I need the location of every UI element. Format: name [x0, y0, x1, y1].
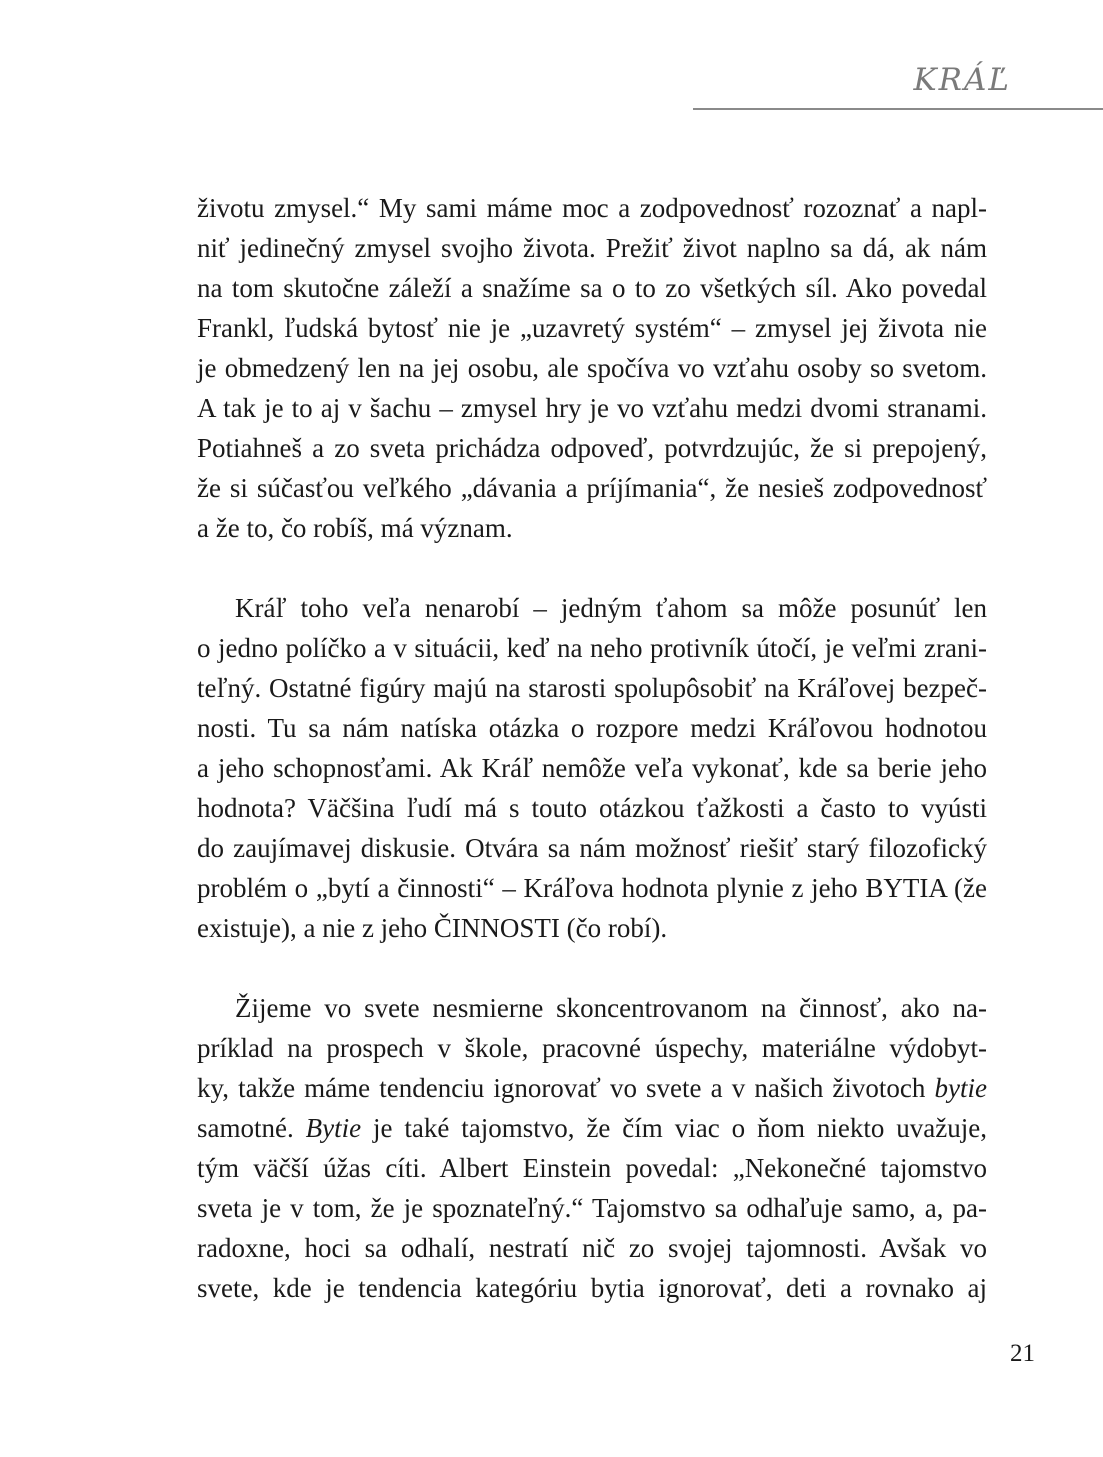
text-line: na tom skutočne záleží a snažíme sa o to zo všetkých síl. Ako povedal: [197, 273, 987, 303]
text-line: Potiahneš a zo sveta prichádza odpoveď, potvrdzujúc, že si prepojený,: [197, 433, 987, 463]
text-line: teľný. Ostatné figúry majú na starosti spolupôsobiť na Kráľovej bezpeč-: [197, 673, 987, 703]
text-line: A tak je to aj v šachu – zmysel hry je vo vzťahu medzi dvomi stranami.: [197, 393, 987, 423]
text-line: je obmedzený len na jej osobu, ale spočíva vo vzťahu osoby so svetom.: [197, 353, 987, 383]
text-line: a jeho schopnosťami. Ak Kráľ nemôže veľa vykonať, kde sa berie jeho: [197, 753, 987, 783]
text-line: Frankl, ľudská bytosť nie je „uzavretý systém“ – zmysel jej života nie: [197, 313, 987, 343]
text-segment: samotné.: [197, 1113, 294, 1143]
text-line: do zaujímavej diskusie. Otvára sa nám možnosť riešiť starý filozofický: [197, 833, 987, 863]
text-line: problém o „bytí a činnosti“ – Kráľova hodnota plynie z jeho BYTIA (že: [197, 873, 987, 903]
text-line: svete, kde je tendencia kategóriu bytia ignorovať, deti a rovnako aj: [197, 1273, 987, 1303]
text-line: príklad na prospech v škole, pracovné úspechy, materiálne výdobyt-: [197, 1033, 987, 1063]
page-number: 21: [1010, 1340, 1035, 1367]
text-line: Žijeme vo svete nesmierne skoncentrovanom na činnosť, ako na-: [235, 993, 987, 1023]
text-line: sveta je v tom, že je spoznateľný.“ Tajomstvo sa odhaľuje samo, a, pa-: [197, 1193, 987, 1223]
paragraph-gap: [197, 948, 987, 988]
text-line: a že to, čo robíš, má význam.: [197, 513, 513, 543]
text-line: existuje), a nie z jeho ČINNOSTI (čo robí).: [197, 913, 668, 943]
text-line: niť jedinečný zmysel svojho života. Prežiť život naplno sa dá, ak nám: [197, 233, 987, 263]
paragraph-2: [197, 588, 987, 948]
paragraph-1: [197, 188, 987, 548]
text-line: tým väčší úžas cíti. Albert Einstein povedal: „Nekonečné tajomstvo: [197, 1153, 987, 1183]
text-line: že si súčasťou veľkého „dávania a príjímania“, že nesieš zodpovednosť: [197, 473, 987, 503]
text-line: radoxne, hoci sa odhalí, nestratí nič zo svojej tajomnosti. Avšak vo: [197, 1233, 987, 1263]
text-line: [197, 1108, 987, 1148]
text-line: nosti. Tu sa nám natíska otázka o rozpore medzi Kráľovou hodnotou: [197, 713, 987, 743]
text-segment: je také tajomstvo, že čím viac o ňom niekto uvažuje,: [373, 1113, 987, 1143]
text-line: životu zmysel.“ My sami máme moc a zodpovednosť rozoznať a napl-: [197, 193, 987, 223]
paragraph-3: [197, 988, 987, 1308]
text-line: [197, 1068, 987, 1108]
body-text: [197, 188, 987, 1308]
paragraph-gap: [197, 548, 987, 588]
italic-term: bytie: [934, 1073, 988, 1103]
text-line: Kráľ toho veľa nenarobí – jedným ťahom sa môže posunúť len: [235, 593, 987, 623]
running-head: KRÁĽ: [913, 62, 1011, 98]
text-segment: ky, takže máme tendenciu ignorovať vo svete a v našich životoch: [197, 1073, 926, 1103]
text-line: o jedno políčko a v situácii, keď na neho protivník útočí, je veľmi zrani-: [197, 633, 987, 663]
italic-term: Bytie: [305, 1113, 362, 1143]
header-rule: [693, 108, 1103, 110]
text-line: hodnota? Väčšina ľudí má s touto otázkou ťažkosti a často to vyústi: [197, 793, 987, 823]
